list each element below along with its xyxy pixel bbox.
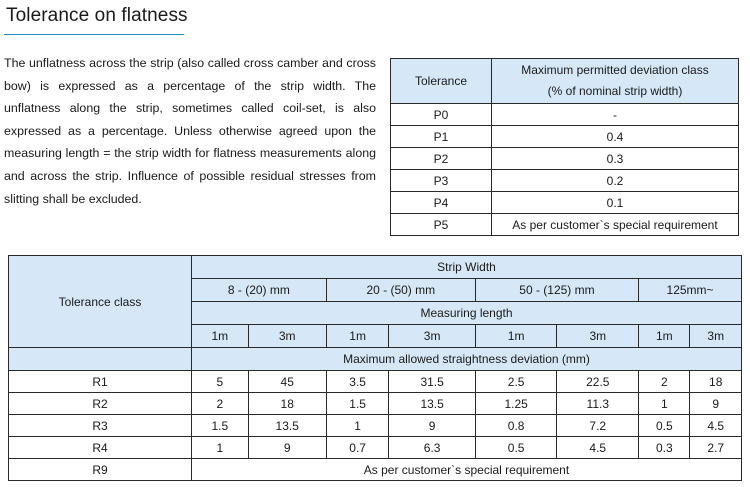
max-deviation-header: Maximum allowed straightness deviation (mm) [192,348,742,371]
deviation-cell: 1 [326,415,389,437]
deviation-cell: 4.5 [690,415,742,437]
deviation-cell: 1 [192,437,249,459]
length-header: 1m [475,325,557,348]
tolerance-class-cell: P2 [391,148,492,170]
tolerance-class-cell: R9 [9,459,192,481]
table-row [391,126,739,148]
table-row [391,104,739,126]
deviation-cell: 6.3 [389,437,475,459]
tolerance-class-cell: P4 [391,192,492,214]
tolerance-class-cell: R3 [9,415,192,437]
deviation-cell: 0.3 [639,437,690,459]
tolerance-class-cell: R2 [9,393,192,415]
deviation-cell: 7.2 [557,415,639,437]
tolerance-class-cell: P1 [391,126,492,148]
measuring-length-header: Measuring length [192,302,742,325]
deviation-cell: 0.5 [475,437,557,459]
length-header: 3m [248,325,326,348]
deviation-cell: 1.5 [326,393,389,415]
length-header: 3m [690,325,742,348]
deviation-cell: 2.7 [690,437,742,459]
deviation-cell: 5 [192,371,249,393]
deviation-cell: 3.5 [326,371,389,393]
page-title: Tolerance on flatness [6,5,188,26]
deviation-cell: 4.5 [557,437,639,459]
deviation-value-cell: 0.4 [492,126,739,148]
deviation-cell: 9 [248,437,326,459]
length-header: 1m [192,325,249,348]
tolerance-class-header: Tolerance class [9,256,192,348]
deviation-value-cell: - [492,104,739,126]
tolerance-header: Tolerance [391,59,492,104]
table-row [9,437,742,459]
deviation-cell: 2 [639,371,690,393]
flatness-tolerance-table [390,58,739,236]
deviation-cell: 1.25 [475,393,557,415]
special-requirement-cell: As per customer`s special requirement [192,459,742,481]
deviation-header-line2: (% of nominal strip width) [547,84,683,98]
width-range-header: 125mm~ [639,279,742,302]
deviation-cell: 31.5 [389,371,475,393]
table-row [391,148,739,170]
length-header: 3m [389,325,475,348]
tolerance-class-cell: R4 [9,437,192,459]
deviation-cell: 13.5 [389,393,475,415]
tolerance-class-cell: P0 [391,104,492,126]
width-range-header: 50 - (125) mm [475,279,638,302]
deviation-cell: 0.5 [639,415,690,437]
table-row [9,459,742,481]
deviation-value-cell: 0.1 [492,192,739,214]
deviation-cell: 0.7 [326,437,389,459]
deviation-cell: 0.8 [475,415,557,437]
deviation-value-cell: 0.3 [492,148,739,170]
deviation-cell: 45 [248,371,326,393]
flatness-description: The unflatness across the strip (also called cross camber and cross bow) is expressed as a percentage of the strip width. The unflatness along the strip, sometimes called coil-set, is also expressed as a percentage. Unless otherwise agreed upon the measuring length = the strip width for flatness measurements along and across the strip. Influence of possible residual stresses from slitting shall be excluded. [4,56,376,206]
deviation-cell: 2.5 [475,371,557,393]
deviation-cell: 9 [690,393,742,415]
deviation-cell: 1.5 [192,415,249,437]
deviation-cell: 9 [389,415,475,437]
deviation-class-header [492,59,739,104]
strip-width-header: Strip Width [192,256,742,279]
deviation-cell: 1 [639,393,690,415]
deviation-header-line1: Maximum permitted deviation class [521,63,709,77]
table-row [9,371,742,393]
length-header: 1m [639,325,690,348]
length-header: 1m [326,325,389,348]
table-row [391,170,739,192]
straightness-tolerance-table [8,255,742,481]
deviation-cell: 13.5 [248,415,326,437]
width-range-header: 20 - (50) mm [326,279,475,302]
table-row [391,192,739,214]
deviation-cell: 11.3 [557,393,639,415]
deviation-cell: 2 [192,393,249,415]
title-underline [4,34,184,35]
table-row [9,393,742,415]
empty-header-cell [9,348,192,371]
deviation-cell: 22.5 [557,371,639,393]
table-row [391,214,739,236]
deviation-cell: 18 [248,393,326,415]
deviation-value-cell: 0.2 [492,170,739,192]
length-header: 3m [557,325,639,348]
tolerance-class-cell: R1 [9,371,192,393]
tolerance-class-cell: P5 [391,214,492,236]
width-range-header: 8 - (20) mm [192,279,327,302]
deviation-value-cell: As per customer`s special requirement [492,214,739,236]
deviation-cell: 18 [690,371,742,393]
table-row [9,415,742,437]
tolerance-class-cell: P3 [391,170,492,192]
